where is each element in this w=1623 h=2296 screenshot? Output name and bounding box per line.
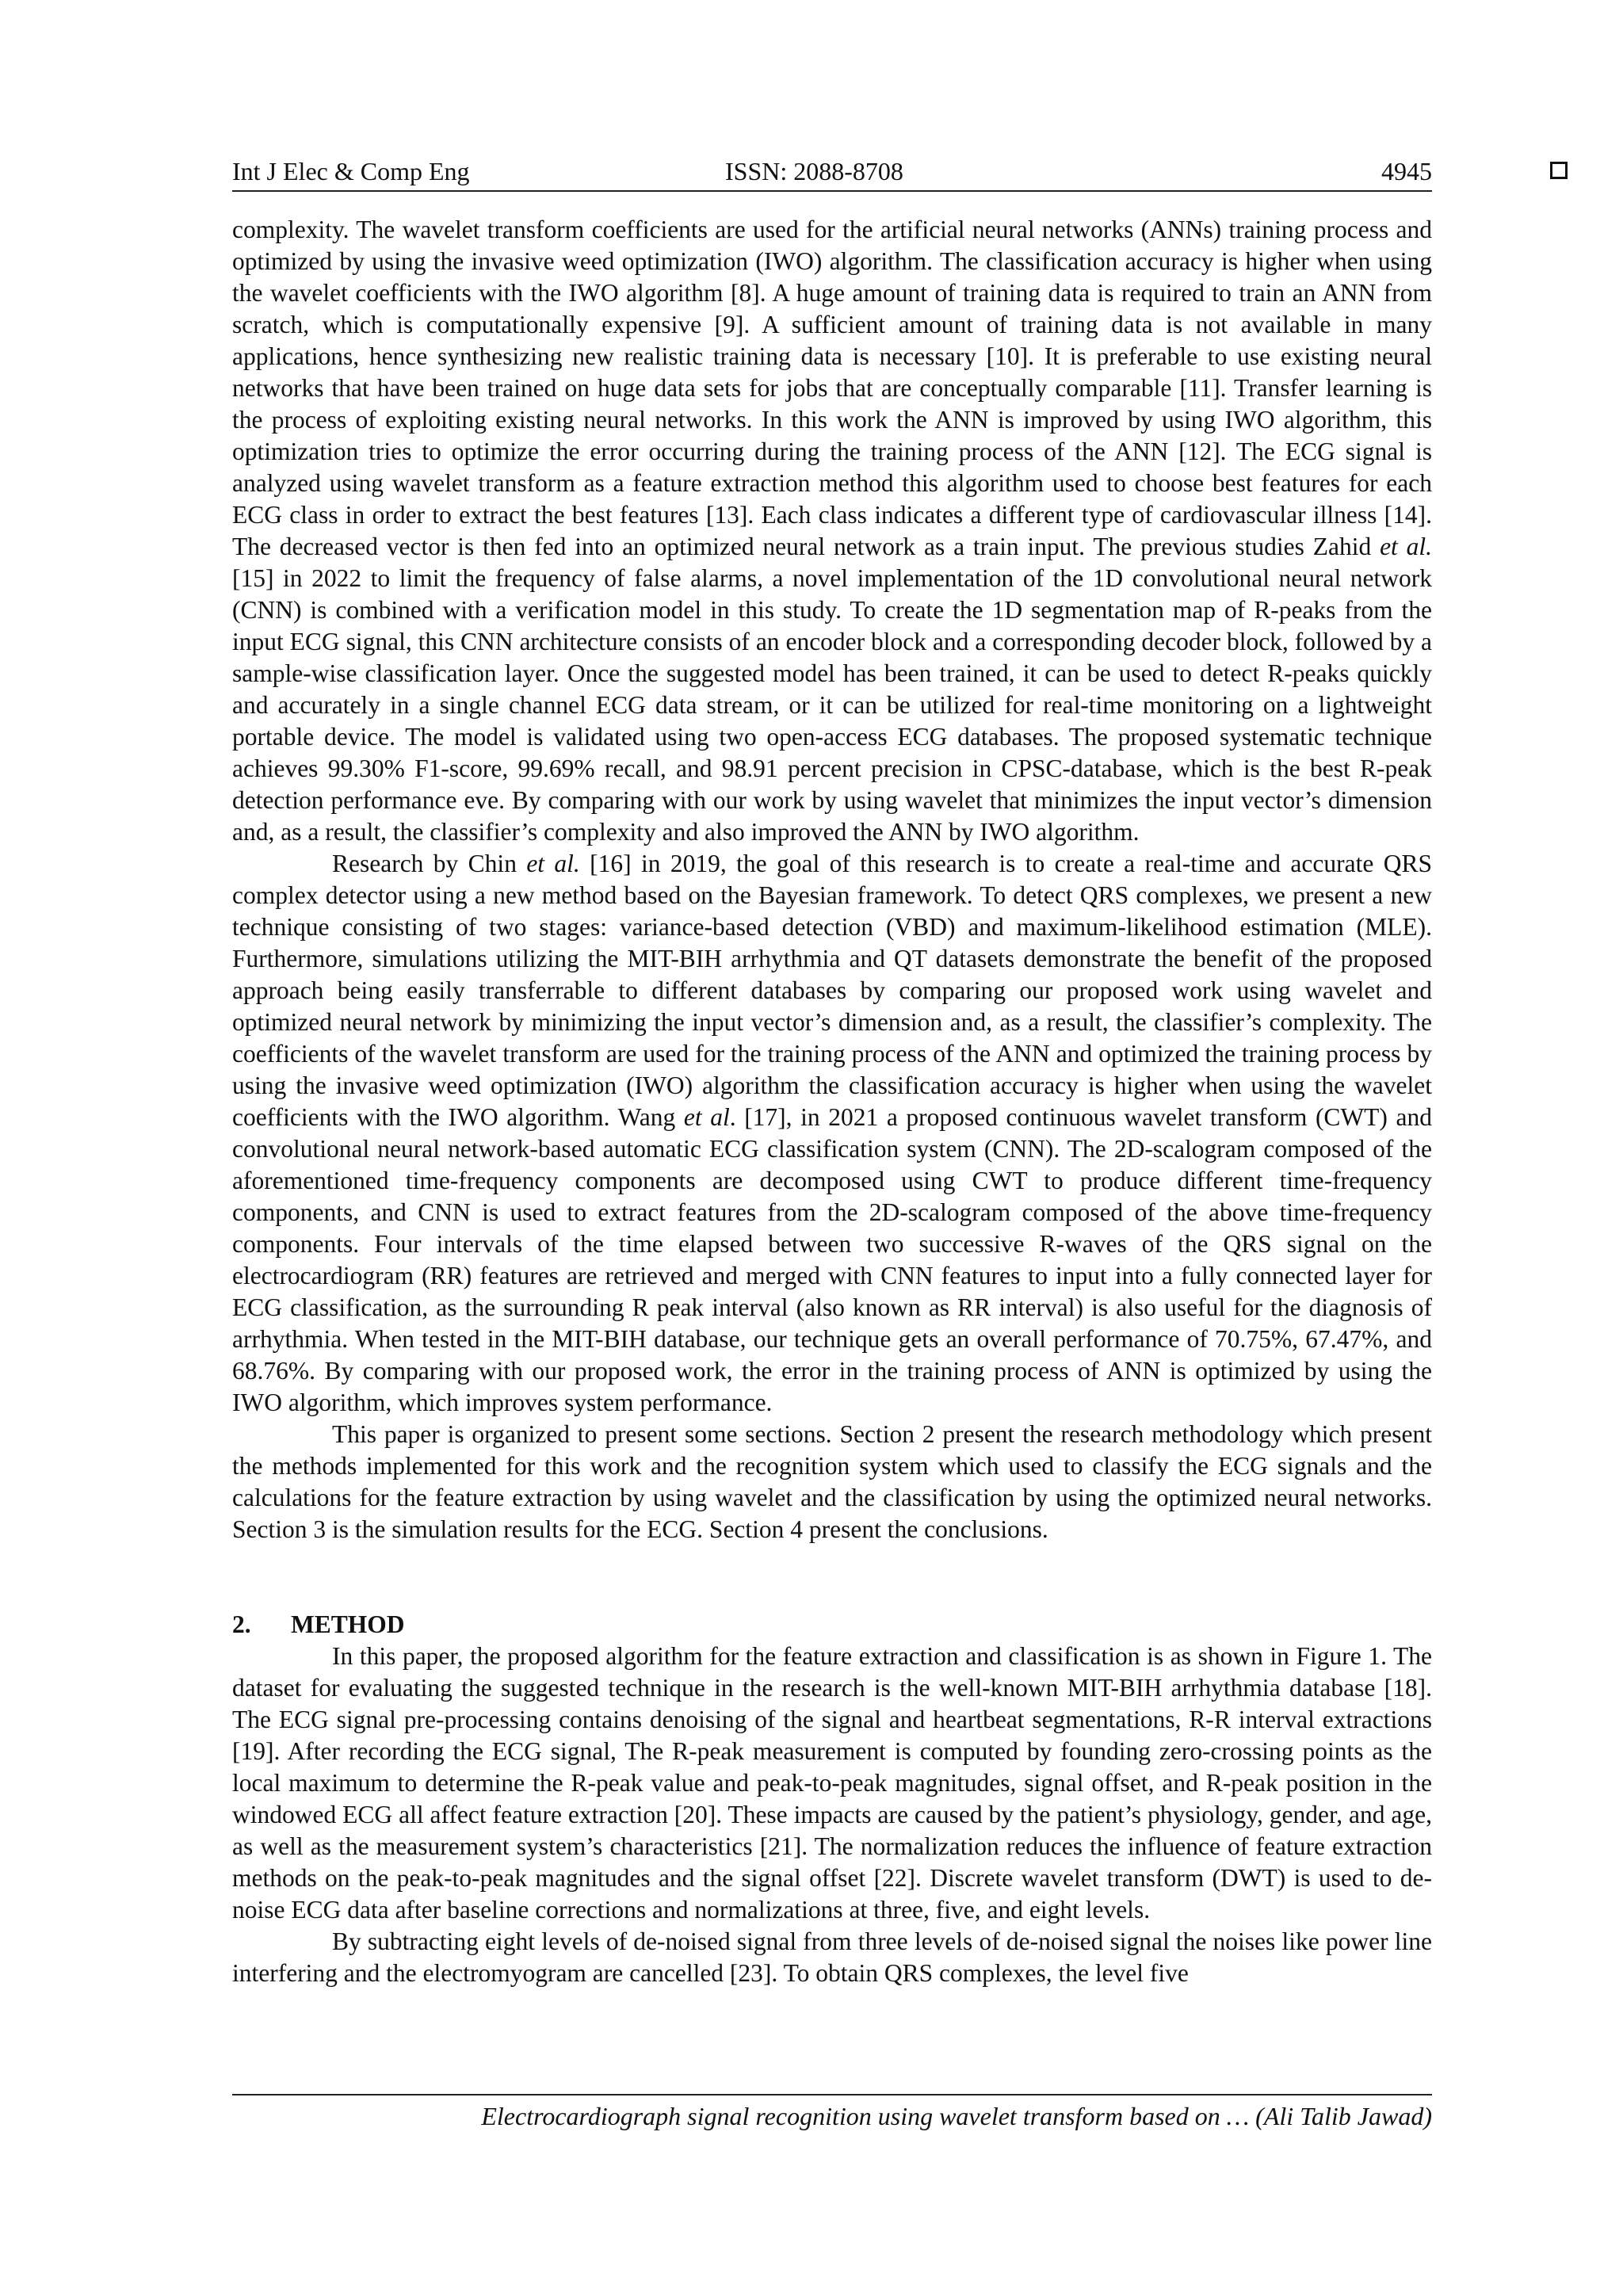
page-header [232, 155, 1432, 192]
section-heading [232, 1609, 1432, 1641]
body-text [232, 214, 1432, 1989]
paragraph: By subtracting eight levels of de-noised signal from three levels of de-noised signal the noises like power line interfering and the electromyogram are cancelled [23]. To obtain QRS complexes, the level five [232, 1927, 1432, 1987]
issn: ISSN: 2088-8708 [725, 157, 903, 185]
page-footer [232, 2094, 1432, 2131]
journal-name: Int J Elec & Comp Eng [232, 157, 470, 185]
paragraph: complexity. The wavelet transform coefficients are used for the artificial neural networks (ANNs) training process and optimized by using the invasive weed optimization (IWO) algorithm. The classification accuracy is higher when using the wavelet coefficients with the IWO algorithm [8]. A huge amount of training data is required to train an ANN from scratch, which is computationally expensive [9]. A sufficient amount of training data is not available in many applications, hence synthesizing new realistic training data is necessary [10]. It is preferable to use existing neural networks that have been trained on huge data sets for jobs that are conceptually comparable [11]. Transfer learning is the process of exploiting existing neural networks. In this work the ANN is improved by using IWO algorithm, this optimization tries to optimize the error occurring during the training process of the ANN [12]. The ECG signal is analyzed using wavelet transform as a feature extraction method this algorithm used to choose best features for each ECG class in order to extract the best features [13]. Each class indicates a different type of cardiovascular illness [14]. The decreased vector is then fed into an optimized neural network as a train input. The previous studies Zahid et al. [15] in 2022 to limit the frequency of false alarms, a novel implementation of the 1D convolutional neural network (CNN) is combined with a verification model in this study. To create the 1D segmentation map of R-peaks from the input ECG signal, this CNN architecture consists of an encoder block and a corresponding decoder block, followed by a sample-wise classification layer. Once the suggested model has been trained, it can be used to detect R-peaks quickly and accurately in a single channel ECG data stream, or it can be utilized for real-time monitoring on a lightweight portable device. The model is validated using two open-access ECG databases. The proposed systematic technique achieves 99.30% F1-score, 99.69% recall, and 98.91 percent precision in CPSC-database, which is the best R-peak detection performance eve. By comparing with our work by using wavelet that minimizes the input vector’s dimension and, as a result, the classifier’s complexity and also improved the ANN by IWO algorithm. [232, 216, 1432, 846]
running-title: Electrocardiograph signal recognition using wavelet transform based on … (Ali Talib Jawad) [481, 2102, 1432, 2130]
square-icon [1550, 162, 1568, 179]
page-number: 4945 [1381, 157, 1432, 185]
section-title: METHOD [291, 1610, 405, 1638]
paragraph: In this paper, the proposed algorithm for the feature extraction and classification is as shown in Figure 1. The dataset for evaluating the suggested technique in the research is the well-known MIT-BIH arrhythmia database [18]. The ECG signal pre-processing contains denoising of the signal and heartbeat segmentations, R-R interval extractions [19]. After recording the ECG signal, The R-peak measurement is computed by founding zero-crossing points as the local maximum to determine the R-peak value and peak-to-peak magnitudes, signal offset, and R-peak position in the windowed ECG all affect feature extraction [20]. These impacts are caused by the patient’s physiology, gender, and age, as well as the measurement system’s characteristics [21]. The normalization reduces the influence of feature extraction methods on the peak-to-peak magnitudes and the signal offset [22]. Discrete wavelet transform (DWT) is used to de-noise ECG data after baseline corrections and normalizations at three, five, and eight levels. [232, 1642, 1432, 1924]
paragraph: This paper is organized to present some sections. Section 2 present the research methodology which present the methods implemented for this work and the recognition system which used to classify the ECG signals and the calculations for the feature extraction by using wavelet and the classification by using the optimized neural networks. Section 3 is the simulation results for the ECG. Section 4 present the conclusions. [232, 1420, 1432, 1543]
section-number: 2. [232, 1610, 251, 1638]
paragraph: Research by Chin et al. [16] in 2019, the goal of this research is to create a real-time and accurate QRS complex detector using a new method based on the Bayesian framework. To detect QRS complexes, we present a new technique consisting of two stages: variance-based detection (VBD) and maximum-likelihood estimation (MLE). Furthermore, simulations utilizing the MIT-BIH arrhythmia and QT datasets demonstrate the benefit of the proposed approach being easily transferrable to different databases by comparing our proposed work using wavelet and optimized neural network by minimizing the input vector’s dimension and, as a result, the classifier’s complexity. The coefficients of the wavelet transform are used for the training process of the ANN and optimized the training process by using the invasive weed optimization (IWO) algorithm the classification accuracy is higher when using the wavelet coefficients with the IWO algorithm. Wang et al. [17], in 2021 a proposed continuous wavelet transform (CWT) and convolutional neural network-based automatic ECG classification system (CNN). The 2D-scalogram composed of the aforementioned time-frequency components are decomposed using CWT to produce different time-frequency components, and CNN is used to extract features from the 2D-scalogram composed of the above time-frequency components. Four intervals of the time elapsed between two successive R-waves of the QRS signal on the electrocardiogram (RR) features are retrieved and merged with CNN features to input into a fully connected layer for ECG classification, as the surrounding R peak interval (also known as RR interval) is also useful for the diagnosis of arrhythmia. When tested in the MIT-BIH database, our technique gets an overall performance of 70.75%, 67.47%, and 68.76%. By comparing with our proposed work, the error in the training process of ANN is optimized by using the IWO algorithm, which improves system performance. [232, 850, 1432, 1416]
